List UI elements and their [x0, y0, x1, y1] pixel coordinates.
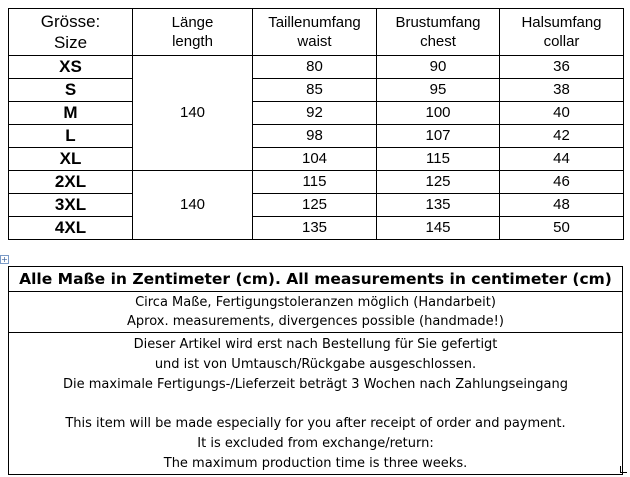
waist-cell: 98 — [253, 125, 377, 148]
chest-cell: 135 — [377, 194, 500, 217]
waist-cell: 92 — [253, 102, 377, 125]
chest-cell: 145 — [377, 217, 500, 240]
header-waist-en: waist — [297, 33, 332, 50]
policy-line-en: The maximum production time is three weeks. — [163, 455, 468, 471]
header-waist-de: Taillenumfang — [268, 14, 361, 31]
chest-cell: 90 — [377, 56, 500, 79]
length-cell: 140 — [133, 171, 253, 240]
table-row — [9, 217, 624, 240]
header-size-en: Size — [53, 33, 88, 52]
table-move-handle-icon[interactable]: + — [1, 255, 8, 264]
approx-line-en: Aprox. measurements, divergences possible (handmade!) — [127, 314, 504, 329]
header-size — [9, 9, 133, 56]
waist-cell: 125 — [253, 194, 377, 217]
chest-cell: 100 — [377, 102, 500, 125]
size-table — [8, 8, 624, 240]
collar-cell: 36 — [500, 56, 624, 79]
length-cell: 140 — [133, 56, 253, 171]
paragraph-gap — [9, 394, 622, 414]
header-chest — [377, 9, 500, 56]
policy-line-de: Die maximale Fertigungs-/Lieferzeit beträgt 3 Wochen nach Zahlungseingang — [63, 376, 568, 392]
waist-cell: 115 — [253, 171, 377, 194]
chest-cell: 95 — [377, 79, 500, 102]
collar-cell: 42 — [500, 125, 624, 148]
header-size-de: Grösse: — [40, 12, 101, 31]
header-chest-de: Brustumfang — [395, 14, 481, 31]
measurements-title: Alle Maße in Zentimeter (cm). All measurements in centimeter (cm) — [9, 267, 623, 292]
size-cell: 2XL — [9, 171, 133, 194]
table-resize-handle-icon[interactable] — [620, 466, 627, 473]
header-waist — [253, 9, 377, 56]
table-row — [9, 56, 624, 79]
collar-cell: 48 — [500, 194, 624, 217]
size-cell: XL — [9, 148, 133, 171]
chest-cell: 125 — [377, 171, 500, 194]
header-collar-en: collar — [543, 33, 580, 50]
collar-cell: 40 — [500, 102, 624, 125]
approx-note — [9, 292, 623, 333]
table-row — [9, 171, 624, 194]
size-table-header-row — [9, 9, 624, 56]
size-cell: L — [9, 125, 133, 148]
waist-cell: 85 — [253, 79, 377, 102]
header-length-en: length — [172, 33, 213, 50]
table-row — [9, 125, 624, 148]
chest-cell: 107 — [377, 125, 500, 148]
size-cell: 3XL — [9, 194, 133, 217]
collar-cell: 46 — [500, 171, 624, 194]
table-row — [9, 102, 624, 125]
policy-line-de: Dieser Artikel wird erst nach Bestellung für Sie gefertigt — [133, 337, 498, 352]
header-length-de: Länge — [171, 14, 214, 31]
waist-cell: 80 — [253, 56, 377, 79]
size-cell: 4XL — [9, 217, 133, 240]
size-cell: S — [9, 79, 133, 102]
approx-line-de: Circa Maße, Fertigungstoleranzen möglich (Handarbeit) — [135, 295, 496, 310]
size-cell: XS — [9, 56, 133, 79]
size-cell: M — [9, 102, 133, 125]
policy-line-en: This item will be made especially for you after receipt of order and payment. — [65, 416, 566, 432]
table-row — [9, 194, 624, 217]
collar-cell: 50 — [500, 217, 624, 240]
header-collar-de: Halsumfang — [521, 14, 602, 31]
policy-line-de: und ist von Umtausch/Rückgabe ausgeschlossen. — [154, 356, 477, 372]
policy-line-en: It is excluded from exchange/return: — [197, 435, 434, 451]
policy-note — [9, 333, 623, 475]
header-chest-en: chest — [420, 33, 456, 50]
table-row — [9, 79, 624, 102]
collar-cell: 44 — [500, 148, 624, 171]
notes-table — [8, 266, 623, 475]
table-row — [9, 148, 624, 171]
header-length — [133, 9, 253, 56]
waist-cell: 104 — [253, 148, 377, 171]
header-collar — [500, 9, 624, 56]
waist-cell: 135 — [253, 217, 377, 240]
chest-cell: 115 — [377, 148, 500, 171]
collar-cell: 38 — [500, 79, 624, 102]
